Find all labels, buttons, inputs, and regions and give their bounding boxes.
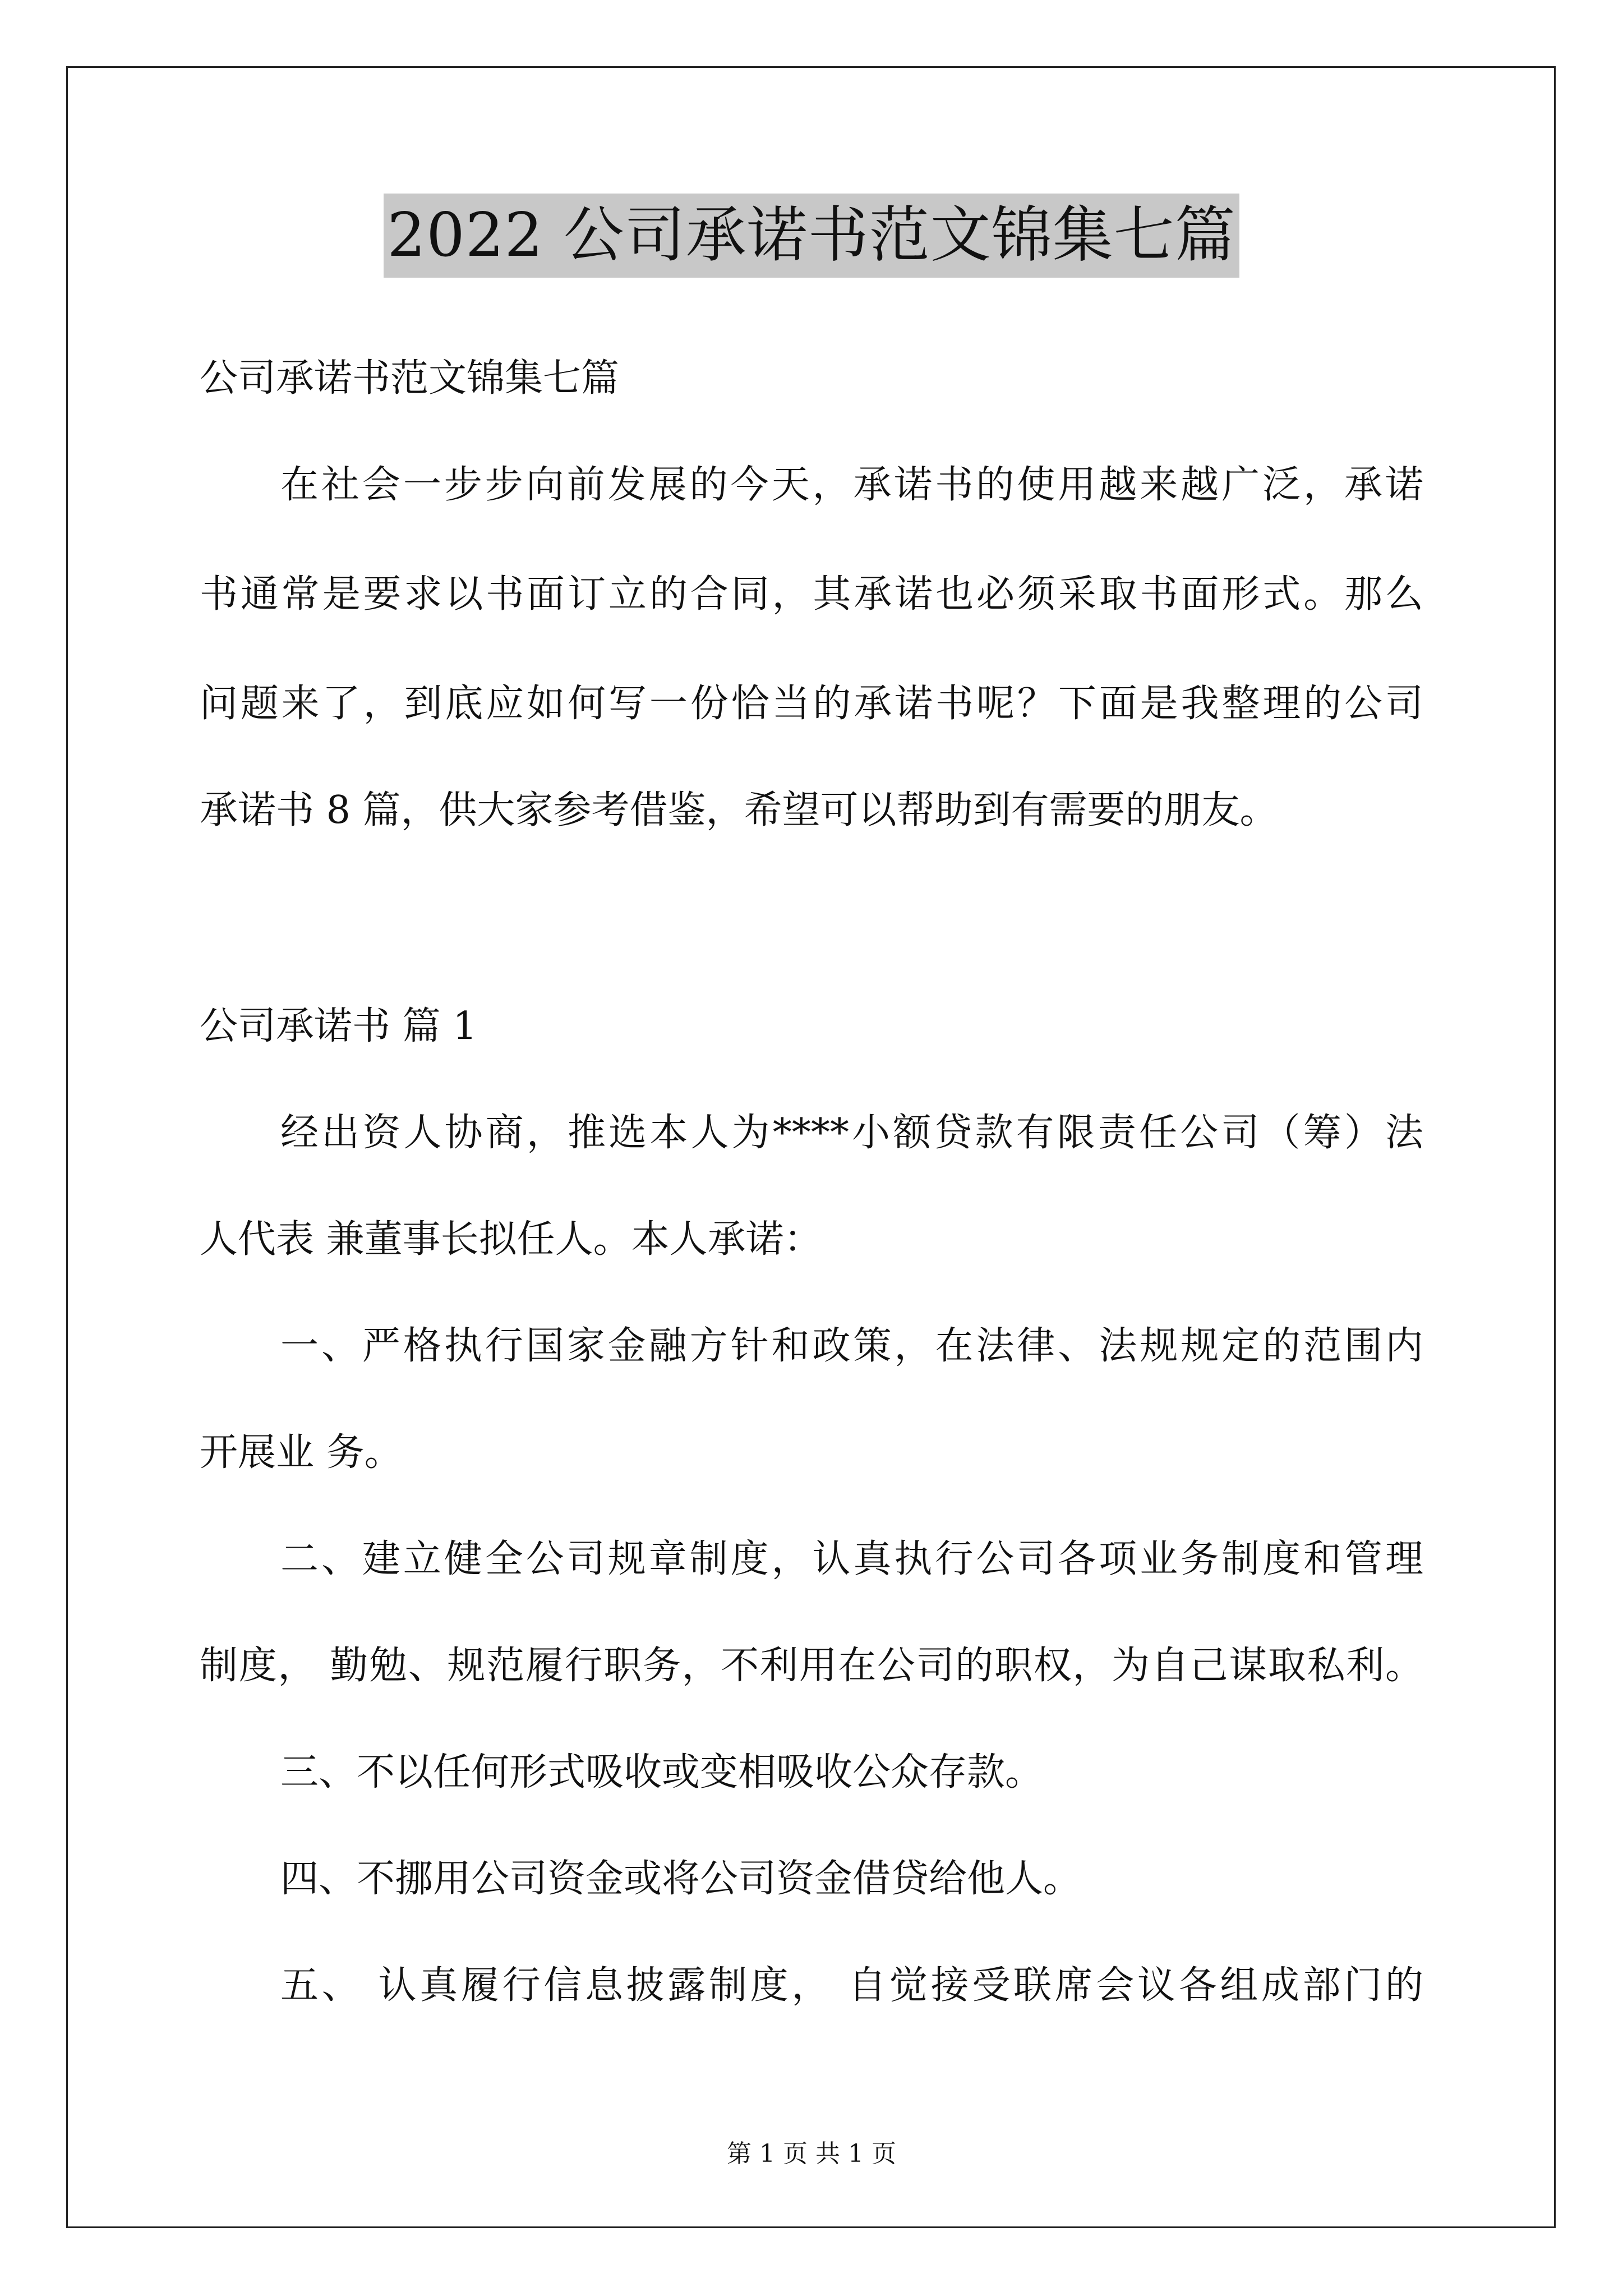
section-heading: 公司承诺书 篇 1: [200, 1004, 477, 1048]
section-paragraph-line: 开展业 务。: [200, 1430, 403, 1475]
section-paragraph-line: 三、不以任何形式吸收或变相吸收公众存款。: [280, 1750, 1044, 1795]
page-footer: 第 1 页 共 1 页: [727, 2139, 896, 2168]
section-paragraph-line: 人代表 兼董事长拟任人。本人承诺：: [200, 1217, 822, 1262]
intro-line-2: 书通常是要求以书面订立的合同，其承诺也必须采取书面形式。那么: [200, 572, 1423, 616]
section-paragraph-line: 四、不挪用公司资金或将公司资金借贷给他人。: [280, 1857, 1082, 1901]
section-paragraph-line: 经出资人协商，推选本人为****小额贷款有限责任公司（筹）法: [280, 1111, 1423, 1155]
section-paragraph-line: 制度， 勤勉、规范履行职务，不利用在公司的职权，为自己谋取私利。: [200, 1644, 1423, 1688]
section-paragraph-line: 二、建立健全公司规章制度，认真执行公司各项业务制度和管理: [280, 1537, 1423, 1581]
intro-line-4: 承诺书 8 篇，供大家参考借鉴，希望可以帮助到有需要的朋友。: [200, 788, 1278, 832]
document-title: 2022 公司承诺书范文锦集七篇: [384, 194, 1239, 278]
title-wrap: [0, 194, 1623, 278]
intro-line-1: 在社会一步步向前发展的今天，承诺书的使用越来越广泛，承诺: [280, 463, 1423, 507]
document-subtitle: 公司承诺书范文锦集七篇: [200, 356, 620, 401]
section-paragraph-line: 一、严格执行国家金融方针和政策，在法律、法规规定的范围内: [280, 1324, 1423, 1368]
section-paragraph-line: 五、 认真履行信息披露制度， 自觉接受联席会议各组成部门的: [280, 1963, 1423, 2008]
intro-line-3: 问题来了，到底应如何写一份恰当的承诺书呢？下面是我整理的公司: [200, 682, 1423, 726]
